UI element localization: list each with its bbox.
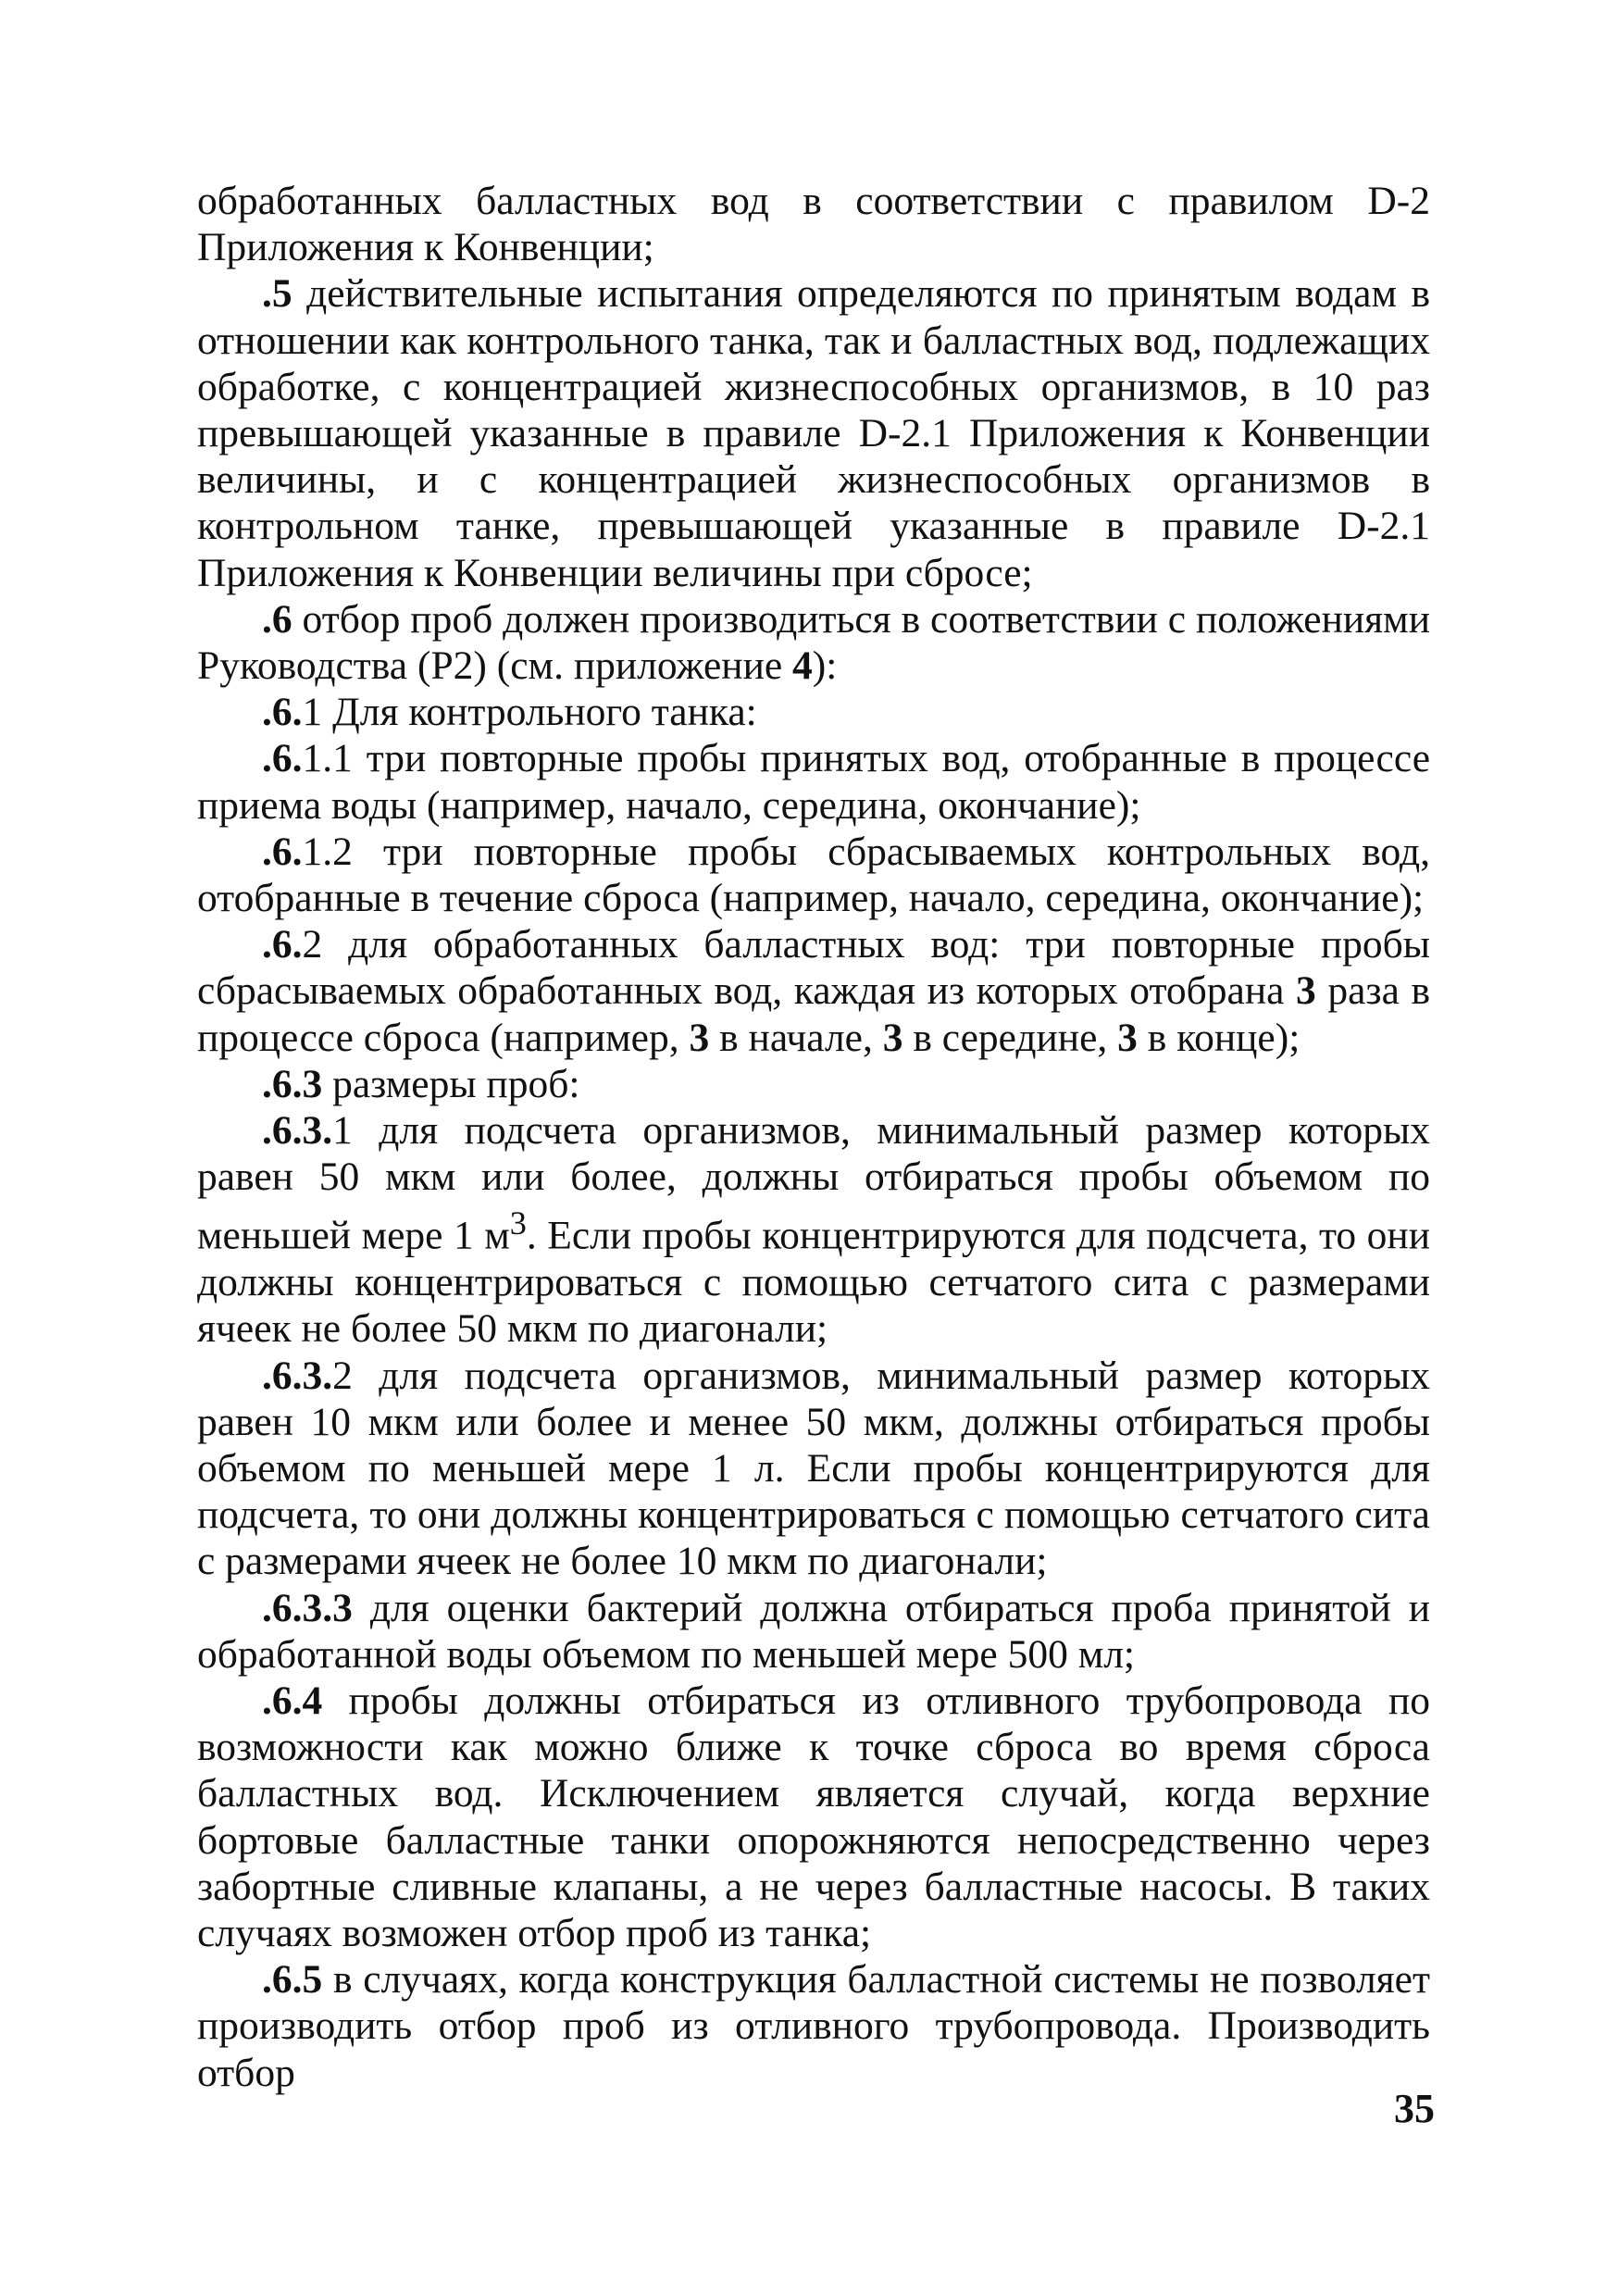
- document-paragraph: [197, 1956, 1430, 2096]
- paragraph-text: в середине,: [902, 1015, 1118, 1060]
- clause-number: .6.: [262, 736, 303, 781]
- paragraph-text: 1.: [302, 736, 333, 781]
- clause-number: 3: [882, 1015, 903, 1060]
- paragraph-text: 1 три повторные пробы принятых вод, отобранные в процессе приема воды (например, начало, середина, окончание);: [197, 736, 1430, 828]
- paragraph-text: обработанных балластных вод в соответствии с правилом D-2 Приложения к Конвенции;: [197, 179, 1430, 270]
- paragraph-text: размеры проб:: [322, 1061, 580, 1106]
- clause-number: .6.5: [262, 1957, 323, 2003]
- clause-number: 3: [1296, 968, 1316, 1014]
- page-number: 35: [1394, 2086, 1435, 2131]
- superscript: 3: [509, 1204, 527, 1242]
- clause-number: .6.3: [262, 1061, 323, 1106]
- document-paragraph: [197, 596, 1430, 689]
- clause-number: 4: [792, 643, 813, 689]
- paragraph-text: для оценки бактерий должна отбираться проба принятой и обработанной воды объемом по меньшей мере 500 мл;: [197, 1585, 1430, 1677]
- paragraph-text: действительные испытания определяются по принятым водам в отношении как контрольного танка, так и балластных вод, подлежащих обработке, с концентрацией жизнеспособных организмов, в 10 раз превышающей указанные в правиле D-2.1 Приложения к Конвенции величины, и с концентрацией жизнеспособных организмов в контрольном танке, превышающей указанные в правиле D-2.1 Приложения к Конвенции величины при сбросе;: [197, 271, 1430, 595]
- document-paragraph: [197, 921, 1430, 1061]
- paragraph-text: . Если пробы концентрируются для подсчета, то они должны концентрироваться с помощью сетчатого сита с размерами ячеек не более 50 мкм по диагонали;: [197, 1213, 1430, 1352]
- document-paragraph: [197, 1678, 1430, 1956]
- paragraph-text: пробы должны отбираться из отливного трубопровода по возможности как можно ближе к точке сброса во время сброса балластных вод. Исключением является случай, когда верхние бортовые балластные танки опорожняются непосредственно через забортные сливные клапаны, а не через балластные насосы. В таких случаях возможен отбор проб из танка;: [197, 1678, 1430, 1956]
- document-paragraph: [197, 735, 1430, 828]
- paragraph-text: в конце);: [1137, 1015, 1301, 1060]
- document-paragraph: [197, 1585, 1430, 1678]
- clause-number: .6.3.: [262, 1353, 333, 1398]
- paragraph-text: 2 для подсчета организмов, минимальный размер которых равен 10 мкм или более и менее 50 мкм, должны отбираться пробы объемом по меньшей мере 1 л. Если пробы концентрируются для подсчета, то они должны концентрироваться с помощью сетчатого сита с размерами ячеек не более 10 мкм по диагонали;: [197, 1353, 1430, 1584]
- paragraph-text: 1 Для контрольного танка:: [302, 690, 757, 735]
- clause-number: .6.: [262, 922, 303, 967]
- clause-number: .5: [262, 271, 292, 317]
- clause-number: 3: [1117, 1015, 1138, 1060]
- clause-number: .6.3.: [262, 1108, 333, 1154]
- paragraph-text: в начале,: [709, 1015, 883, 1060]
- clause-number: .6: [262, 596, 292, 642]
- document-body: [197, 178, 1430, 2096]
- clause-number: 3: [689, 1015, 710, 1060]
- paragraph-text: 2 три повторные пробы сбрасываемых контрольных вод, отобранные в течение сброса (например, начало, середина, окончание);: [197, 829, 1430, 921]
- document-paragraph: [197, 270, 1430, 595]
- paragraph-text: в случаях, когда конструкция балластной системы не позволяет производить отбор проб из отливного трубопровода. Производить отбор: [197, 1957, 1430, 2095]
- document-paragraph: [197, 1107, 1430, 1353]
- paragraph-text: 1.: [302, 829, 333, 874]
- document-paragraph: [197, 1061, 1430, 1107]
- paragraph-text: раза в процессе сброса (например,: [197, 968, 1430, 1060]
- clause-number: .6.3.3: [262, 1585, 353, 1630]
- document-paragraph: [197, 829, 1430, 921]
- clause-number: .6.: [262, 690, 303, 735]
- document-paragraph: [197, 178, 1430, 270]
- paragraph-text: отбор проб должен производиться в соответствии с положениями Руководства (Р2) (см. приложение: [197, 596, 1430, 689]
- paragraph-text: 1 для подсчета организмов, минимальный размер которых равен 50 мкм или более, должны отбираться пробы объемом по меньшей мере 1 м: [197, 1108, 1430, 1258]
- paragraph-text: ):: [812, 643, 838, 689]
- clause-number: .6.: [262, 829, 303, 874]
- paragraph-text: 2 для обработанных балластных вод: три повторные пробы сбрасываемых обработанных вод, каждая из которых отобрана: [197, 922, 1430, 1014]
- clause-number: .6.4: [262, 1678, 323, 1723]
- document-paragraph: [197, 689, 1430, 735]
- document-paragraph: [197, 1353, 1430, 1585]
